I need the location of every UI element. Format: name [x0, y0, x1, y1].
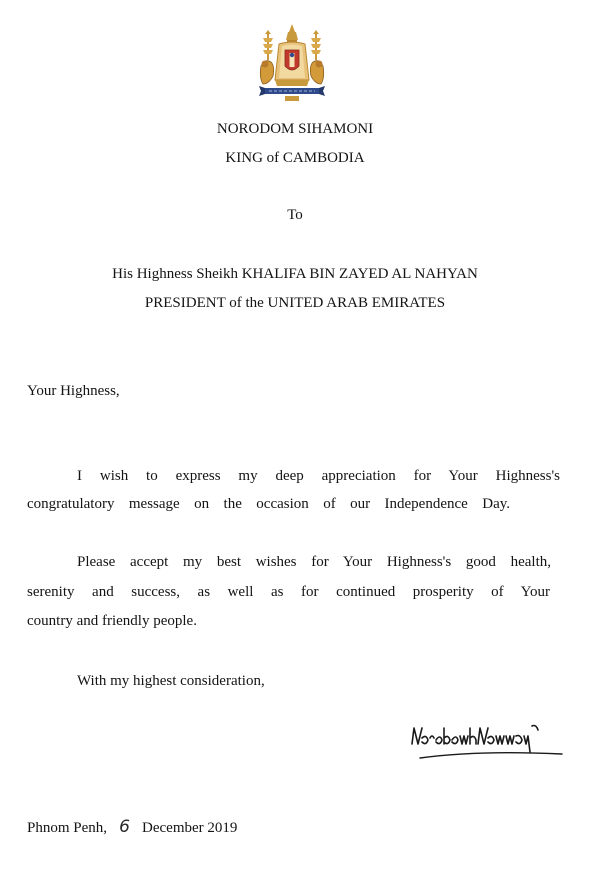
- paragraph1-line1: I wish to express my deep appreciation for Your Highness's: [77, 468, 560, 484]
- paragraph2-line1: Please accept my best wishes for Your Highness's good health,: [77, 554, 551, 570]
- paragraph2-line2: serenity and success, as well as for continued prosperity of Your: [27, 584, 550, 600]
- royal-coat-of-arms-icon: [251, 22, 333, 104]
- paragraph2-line3: country and friendly people.: [27, 613, 197, 629]
- date-line: [27, 817, 237, 837]
- sender-title: KING of CAMBODIA: [225, 150, 365, 166]
- recipient-title: PRESIDENT of the UNITED ARAB EMIRATES: [144, 295, 446, 311]
- date-day: 6: [119, 817, 130, 837]
- recipient-name: His Highness Sheikh KHALIFA BIN ZAYED AL NAHYAN: [112, 266, 478, 282]
- date-month-year: December 2019: [142, 820, 238, 836]
- sender-name: NORODOM SIHAMONI: [216, 121, 374, 137]
- date-place: Phnom Penh,: [27, 820, 108, 836]
- to-label: To: [287, 207, 303, 223]
- paragraph1-line2: congratulatory message on the occasion of our Independence Day.: [27, 496, 510, 512]
- signature: [408, 716, 568, 766]
- salutation: Your Highness,: [27, 383, 120, 399]
- closing: With my highest consideration,: [77, 673, 265, 689]
